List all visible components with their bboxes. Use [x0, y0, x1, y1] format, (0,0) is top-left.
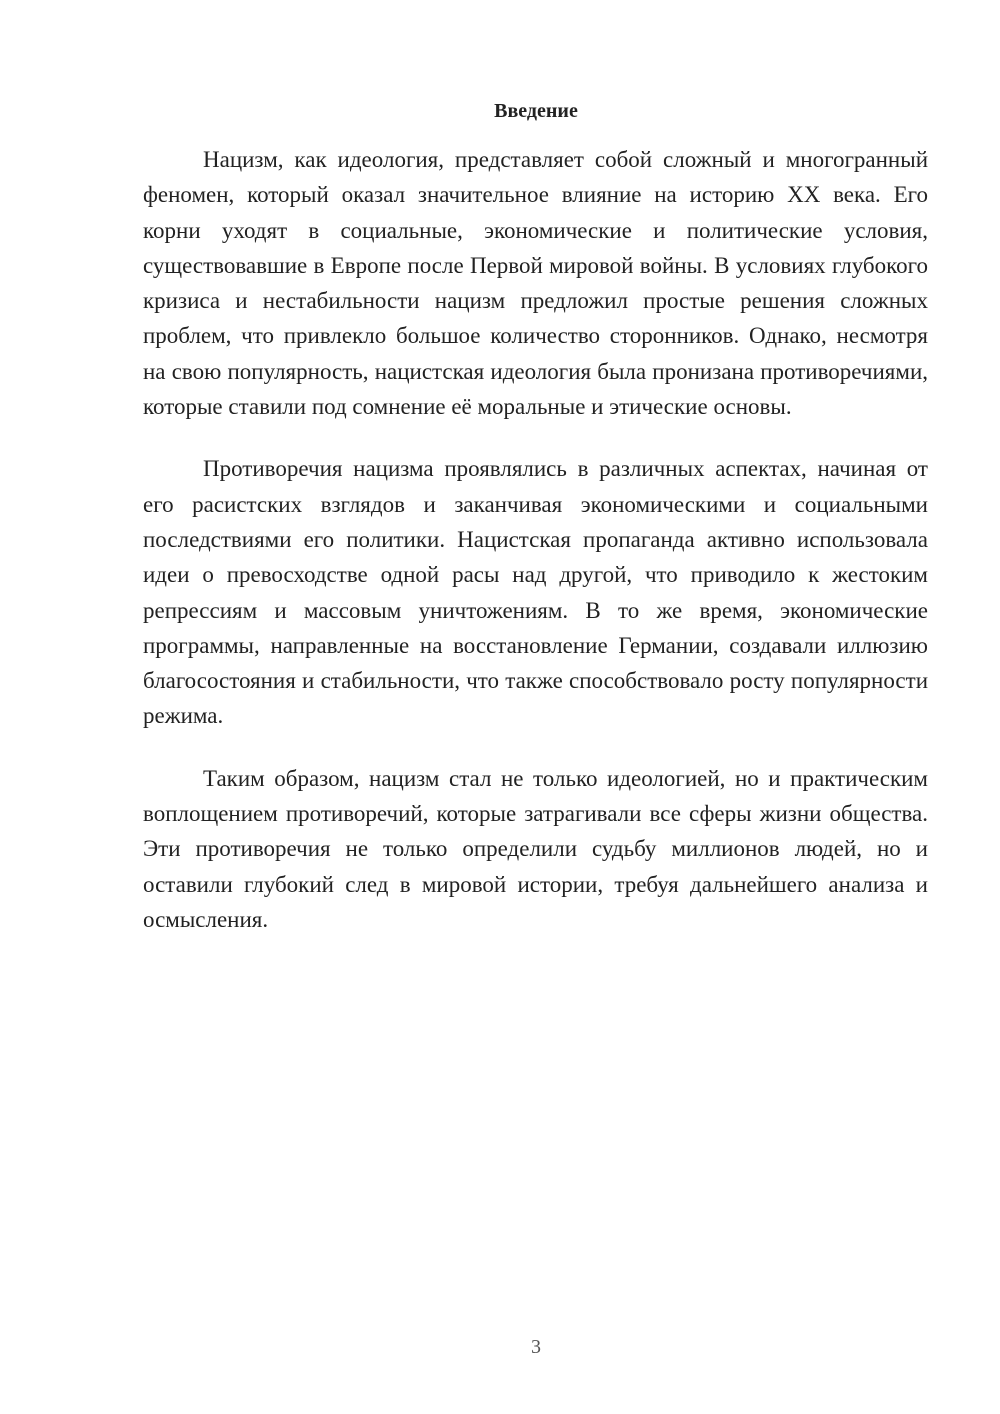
paragraph-intro: Нацизм, как идеология, представляет собой сложный и многогранный феномен, который оказал значительное влияние на историю XX века. Его корни уходят в социальные, экономические и политические условия, существовавшие в Европе после Первой мировой войны. В условиях глубокого кризиса и нестабильности нацизм предложил простые решения сложных проблем, что привлекло большое количество сторонников. Однако, несмотря на свою популярность, нацистская идеология была пронизана противоречиями, которые ставили под сомнение её моральные и этические основы.: [143, 147, 928, 420]
page-title: Введение: [494, 100, 578, 122]
paragraph-conclusion: Таким образом, нацизм стал не только идеологией, но и практическим воплощением противоречий, которые затрагивали все сферы жизни общества. Эти противоречия не только определили судьбу миллионов людей, но и оставили глубокий след в мировой истории, требуя дальнейшего анализа и осмысления.: [143, 765, 928, 932]
body-text: [143, 142, 928, 964]
page-number: 3: [531, 1336, 541, 1358]
paragraph-contradictions: Противоречия нацизма проявлялись в различных аспектах, начиная от его расистских взглядов и заканчивая экономическими и социальными последствиями его политики. Нацистская пропаганда активно использовала идеи о превосходстве одной расы над другой, что приводило к жестоким репрессиям и массовым уничтожениям. В то же время, экономические программы, направленные на восстановление Германии, создавали иллюзию благосостояния и стабильности, что также способствовало росту популярности режима.: [143, 456, 928, 729]
